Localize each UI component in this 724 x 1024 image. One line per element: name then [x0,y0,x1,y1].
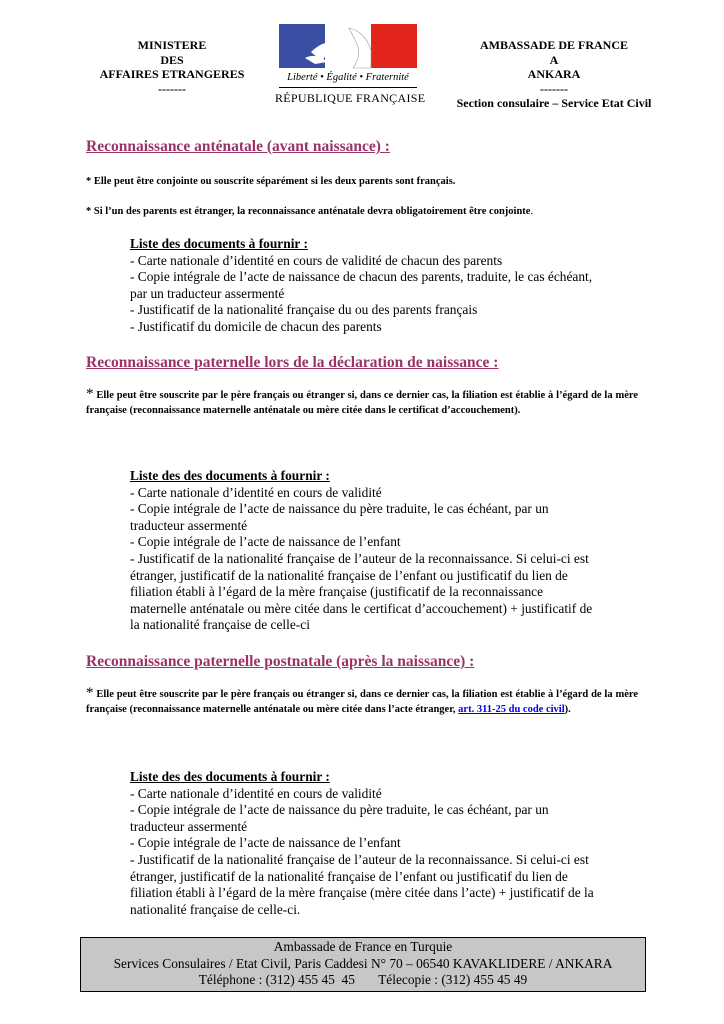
document-item: la nationalité française de celle-ci [130,617,310,633]
document-item: - Justificatif du domicile de chacun des parents [130,318,382,334]
header-right-line: AMBASSADE DE FRANCE [479,38,628,52]
documents-heading: Liste des des documents à fournir : [130,769,330,784]
document-item: - Copie intégrale de l’acte de naissance du père traduite, le cas échéant, par un [130,501,549,517]
document-item: - Justificatif de la nationalité française de l’auteur de la reconnaissance. Si celui-ci est [130,851,589,867]
logo-republique: RÉPUBLIQUE FRANÇAISE [275,91,426,105]
note-star: * [86,386,94,402]
header-left-line: AFFAIRES ETRANGERES [99,67,245,81]
header-right-line: ------- [540,81,568,96]
document-item: - Copie intégrale de l’acte de naissance du père traduite, le cas échéant, par un [130,802,549,818]
document-item: filiation établi à l’égard de la mère française (justificatif de la reconnaissance [130,584,544,600]
note-paragraph [86,204,638,219]
documents-heading: Liste des documents à fournir : [130,236,308,251]
header-right-line: Section consulaire – Service Etat Civil [456,96,652,110]
footer-contact-box [80,937,646,992]
document-item: - Copie intégrale de l’acte de naissance de l’enfant [130,835,401,851]
note-text: * Si l’un des parents est étranger, la reconnaissance anténatale devra obligatoirement être conjointe [86,206,531,217]
note-paragraph [86,686,638,717]
section-title-declaration: Reconnaissance paternelle lors de la déclaration de naissance : [86,354,499,371]
header-right-line: ANKARA [527,67,581,81]
header-left-line: ------- [158,81,186,96]
section-title-postnatale: Reconnaissance paternelle postnatale (après la naissance) : [86,653,475,670]
civil-code-link[interactable]: art. 311-25 du code civil [458,704,565,715]
document-item: - Justificatif de la nationalité française du ou des parents français [130,302,478,318]
note-text: Elle peut être souscrite par le père français ou étranger si, dans ce dernier cas, la filiation est établie à l’égard de la mère française (reconnaissance maternelle anténatale ou mère citée dans le certificat d’accouchement). [86,390,638,416]
document-item: - Justificatif de la nationalité française de l’auteur de la reconnaissance. Si celui-ci est [130,550,589,566]
documents-list [130,468,640,634]
documents-heading: Liste des des documents à fournir : [130,468,330,483]
header-left-line: DES [160,52,184,67]
document-item: traducteur assermenté [130,818,248,834]
logo-motto: Liberté • Égalité • Fraternité [287,72,409,83]
document-item: - Carte nationale d’identité en cours de validité de chacun des parents [130,252,503,268]
document-item: traducteur assermenté [130,517,248,533]
header-left-line: MINISTERE [137,38,207,52]
footer-phone: Téléphone : (312) 455 45 45 Télecopie : (312) 455 45 49 [198,972,528,987]
header-right-line: A [549,52,559,67]
documents-list [130,769,640,918]
note-text-end: . [530,206,534,217]
footer-address: Services Consulaires / Etat Civil, Paris Caddesi N° 70 – 06540 KAVAKLIDERE / ANKARA [113,955,613,971]
note-text-end: ). [564,704,571,715]
footer-line: Ambassade de France en Turquie [273,939,453,954]
document-item: étranger, justificatif de la nationalité française de l’enfant ou justificatif du lien de [130,567,568,583]
document-item: nationalité française de celle-ci. [130,901,301,917]
note-text: * Elle peut être conjointe ou souscrite séparément si les deux parents sont français. [86,176,456,187]
logo-divider [279,87,417,88]
document-item: filiation établi à l’égard de la mère française (mère citée dans l’acte) + justificatif de la [130,885,594,901]
note-text: Elle peut être souscrite par le père français ou étranger si, dans ce dernier cas, la filiation est établie à l’égard de la mère française (reconnaissance maternelle anténatale ou mère citée dans l’acte étranger, [86,689,638,715]
documents-list [130,236,640,336]
ministry-header [86,38,258,96]
document-item: - Copie intégrale de l’acte de naissance de l’enfant [130,534,401,550]
section-title-antenatale: Reconnaissance anténatale (avant naissance) : [86,138,390,155]
document-item: - Copie intégrale de l’acte de naissance de chacun des parents, traduite, le cas échéant, [130,269,593,285]
note-paragraph [86,387,638,418]
document-item: par un traducteur assermenté [130,285,285,301]
embassy-header [440,38,668,111]
document-item: maternelle anténatale ou mère citée dans le certificat d’accouchement) + justificatif de [130,600,593,616]
document-item: - Carte nationale d’identité en cours de validité [130,484,382,500]
document-item: - Carte nationale d’identité en cours de validité [130,785,382,801]
document-item: étranger, justificatif de la nationalité française de l’enfant ou justificatif du lien de [130,868,568,884]
note-star: * [86,685,94,701]
note-paragraph [86,174,638,189]
marianne-logo-icon [275,22,421,70]
republique-francaise-logo [275,22,426,110]
